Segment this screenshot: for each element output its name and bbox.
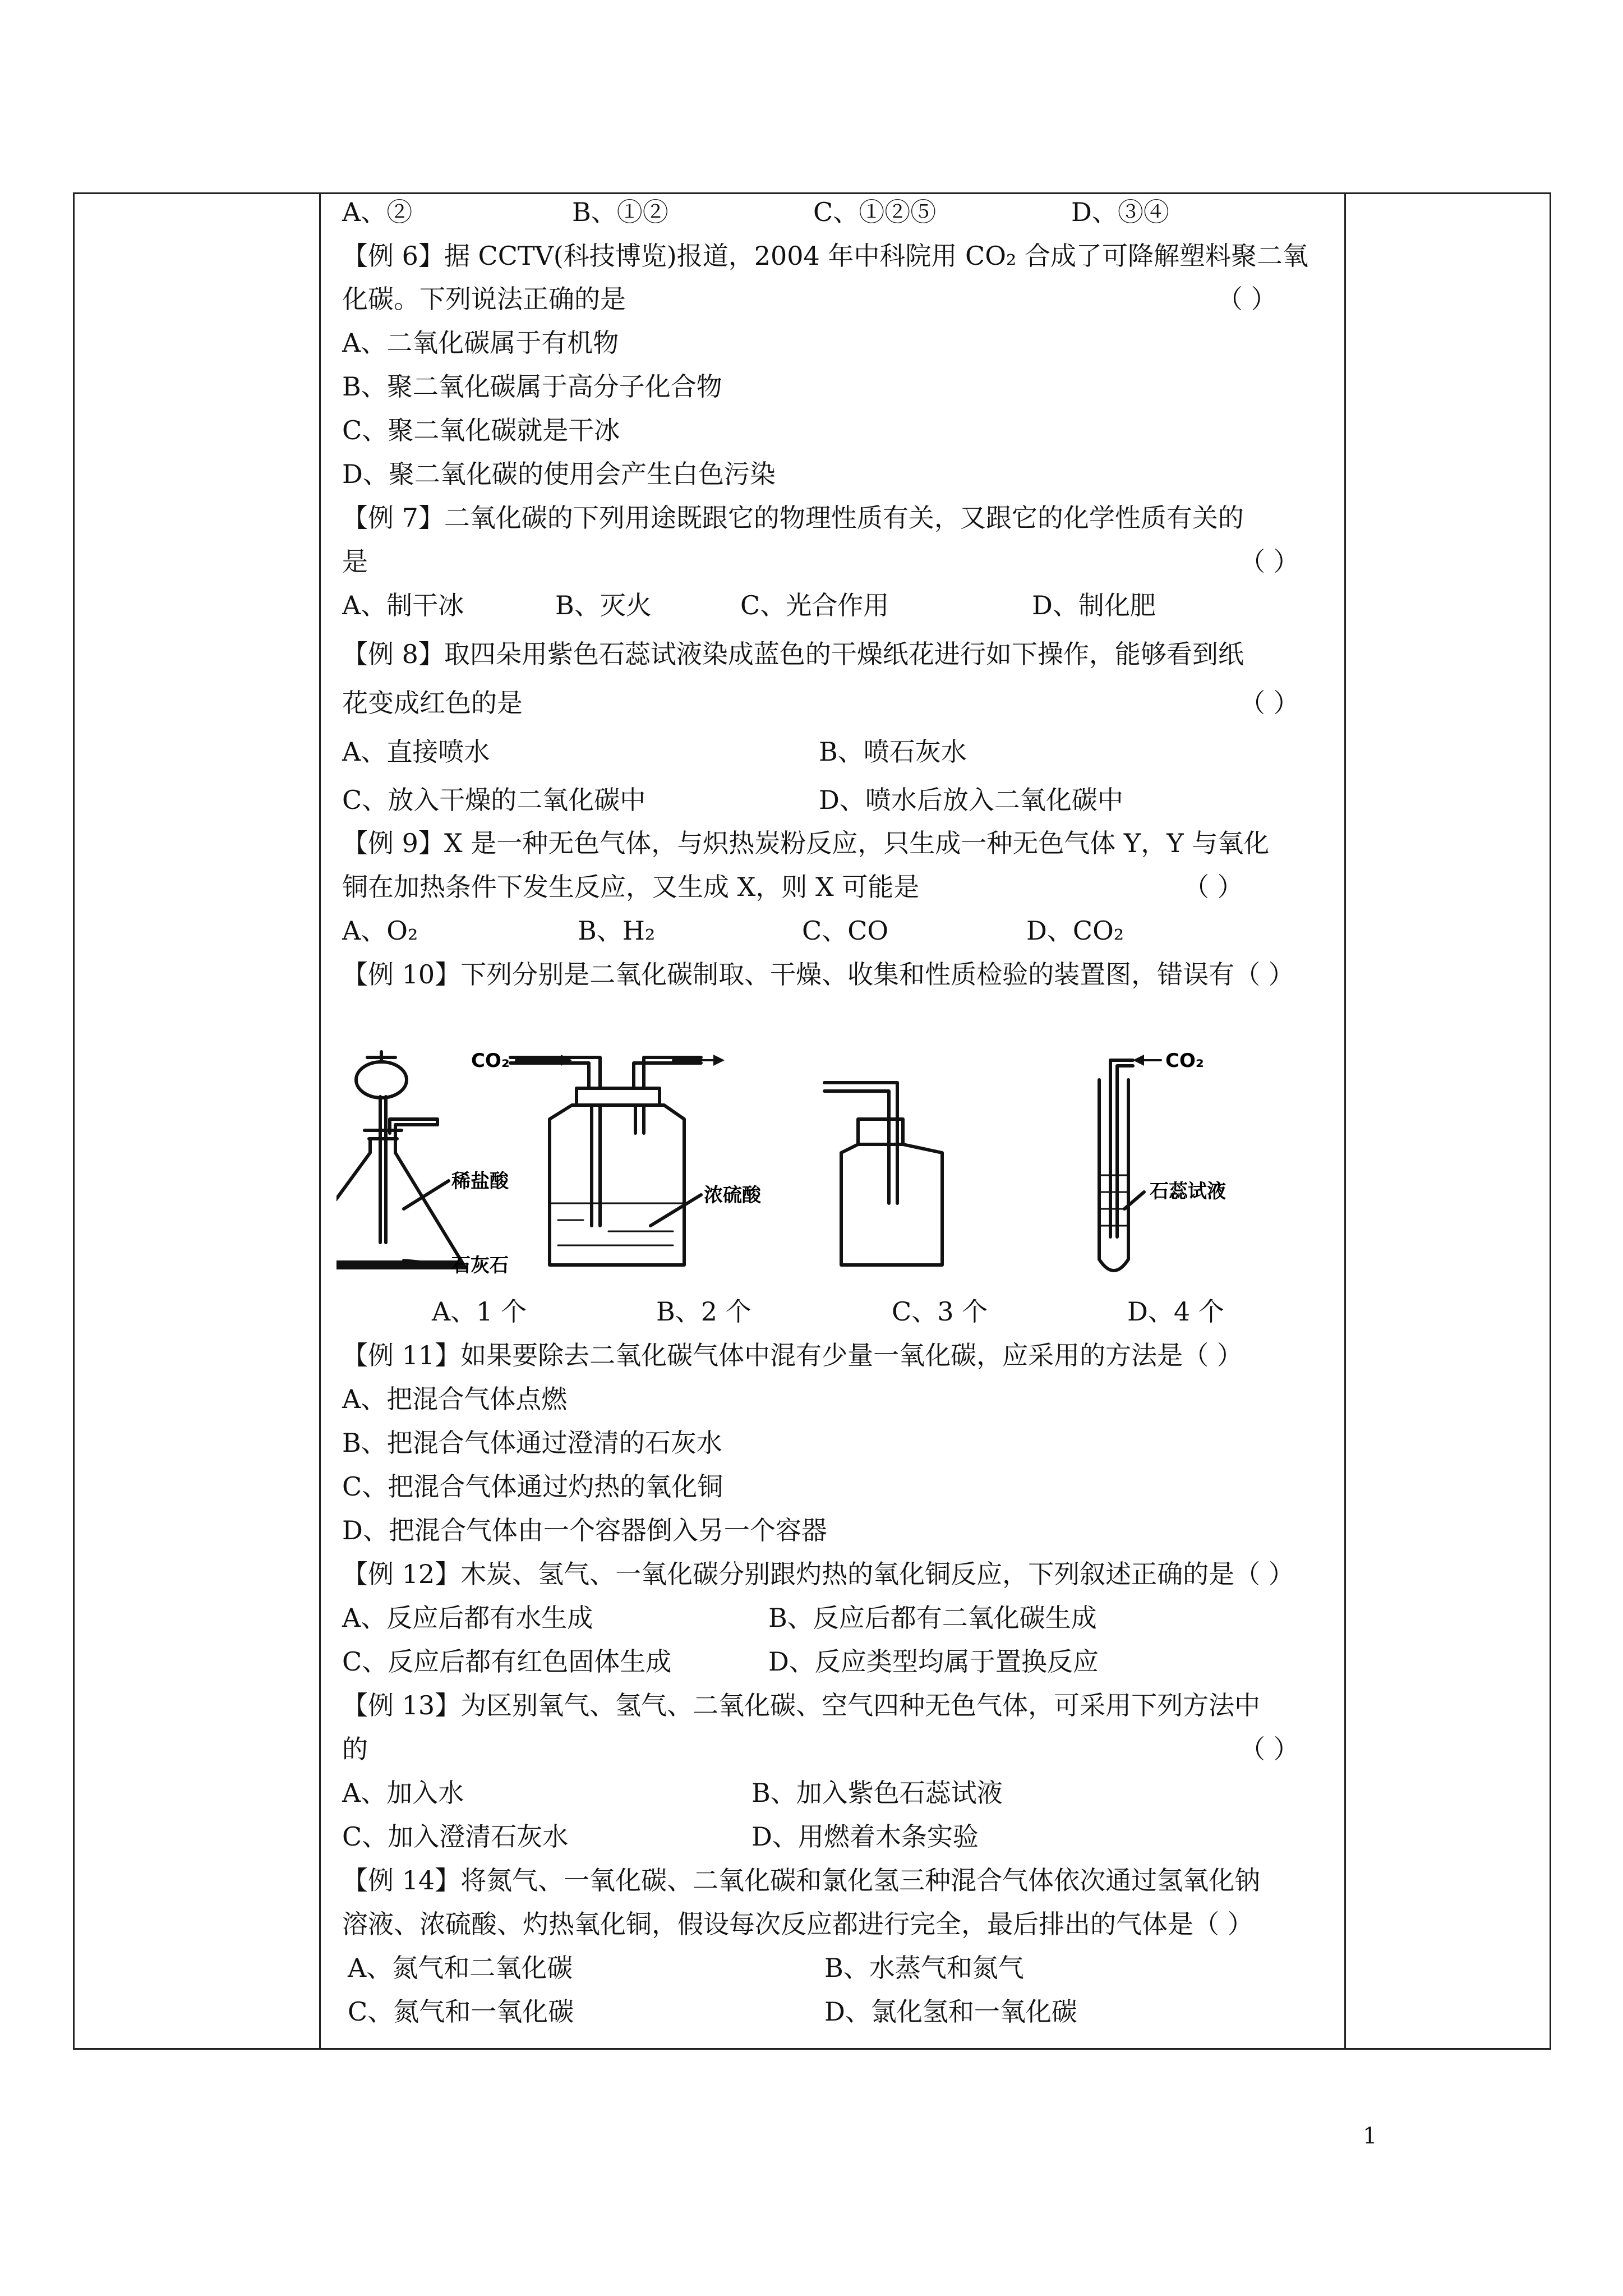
q10-apparatus-figure bbox=[336, 1041, 1346, 1287]
option-c: C、加入澄清石灰水 bbox=[342, 1821, 569, 1852]
option-d: D、用燃着木条实验 bbox=[751, 1821, 979, 1852]
q11-option-b: B、把混合气体通过澄清的石灰水 bbox=[342, 1428, 722, 1458]
q14-line2: 溶液、浓硫酸、灼热氧化铜，假设每次反应都进行完全，最后排出的气体是（ ） bbox=[342, 1909, 1253, 1939]
option-c: C、放入干燥的二氧化碳中 bbox=[342, 785, 646, 815]
label-conc-h2so4: 浓硫酸 bbox=[704, 1184, 761, 1207]
option-c: C、反应后都有红色固体生成 bbox=[342, 1646, 672, 1677]
option-d: D、反应类型均属于置换反应 bbox=[768, 1646, 1099, 1677]
option-d: D、CO₂ bbox=[1026, 915, 1124, 946]
q10-line1: 【例 10】下列分别是二氧化碳制取、干燥、收集和性质检验的装置图，错误有（ ） bbox=[342, 959, 1294, 990]
q11-option-c: C、把混合气体通过灼热的氧化铜 bbox=[342, 1471, 723, 1502]
q7-line1: 【例 7】二氧化碳的下列用途既跟它的物理性质有关，又跟它的化学性质有关的 bbox=[342, 503, 1244, 533]
q6-option-a: A、二氧化碳属于有机物 bbox=[342, 328, 619, 358]
q13-line2: 的 bbox=[342, 1734, 368, 1764]
option-d: D、制化肥 bbox=[1032, 590, 1156, 620]
q11-option-d: D、把混合气体由一个容器倒入另一个容器 bbox=[342, 1515, 827, 1545]
q14-line1: 【例 14】将氮气、一氧化碳、二氧化碳和氯化氢三种混合气体依次通过氢氧化钠 bbox=[342, 1865, 1261, 1895]
option-a: A、直接喷水 bbox=[342, 737, 490, 767]
option-b: B、H₂ bbox=[578, 915, 656, 946]
q8-line2: 花变成红色的是 bbox=[342, 688, 523, 718]
q6-answer-paren: （ ） bbox=[1217, 284, 1277, 314]
option-c: C、氮气和一氧化碳 bbox=[348, 1996, 574, 2027]
option-c: C、光合作用 bbox=[740, 590, 889, 620]
q6-option-b: B、聚二氧化碳属于高分子化合物 bbox=[342, 371, 722, 402]
option-b: B、①② bbox=[572, 197, 668, 227]
q11-option-a: A、把混合气体点燃 bbox=[342, 1384, 568, 1414]
option-c: C、①②⑤ bbox=[813, 197, 937, 227]
q6-option-c: C、聚二氧化碳就是干冰 bbox=[342, 415, 620, 445]
option-d: D、4 个 bbox=[1127, 1296, 1224, 1327]
option-c: C、3 个 bbox=[892, 1296, 988, 1327]
option-d: D、喷水后放入二氧化碳中 bbox=[819, 785, 1123, 815]
q6-line1: 【例 6】据 CCTV(科技博览)报道，2004 年中科院用 CO₂ 合成了可降解塑料聚二氧 bbox=[342, 241, 1308, 271]
q12-line1: 【例 12】木炭、氢气、一氧化碳分别跟灼热的氧化铜反应，下列叙述正确的是（ ） bbox=[342, 1559, 1294, 1589]
q8-line1: 【例 8】取四朵用紫色石蕊试液染成蓝色的干燥纸花进行如下操作，能够看到纸 bbox=[342, 639, 1244, 669]
wash-bottle-icon bbox=[510, 1055, 725, 1265]
option-b: B、2 个 bbox=[656, 1296, 751, 1327]
q6-option-d: D、聚二氧化碳的使用会产生白色污染 bbox=[342, 459, 776, 489]
option-d: D、③④ bbox=[1071, 197, 1169, 227]
table-divider-left bbox=[319, 194, 321, 2048]
q13-line1: 【例 13】为区别氧气、氢气、二氧化碳、空气四种无色气体，可采用下列方法中 bbox=[342, 1690, 1261, 1720]
option-b: B、反应后都有二氧化碳生成 bbox=[768, 1603, 1097, 1633]
q7-answer-paren: （ ） bbox=[1239, 546, 1299, 577]
option-d: D、氯化氢和一氧化碳 bbox=[824, 1996, 1077, 2027]
option-a: A、1 个 bbox=[432, 1296, 527, 1327]
test-tube-icon bbox=[1099, 1055, 1161, 1271]
option-a: A、制干冰 bbox=[342, 590, 464, 620]
option-a: A、氮气和二氧化碳 bbox=[348, 1953, 573, 1983]
label-co2-inlet: CO₂ bbox=[471, 1050, 510, 1072]
option-a: A、② bbox=[342, 197, 413, 227]
q9-line1: 【例 9】X 是一种无色气体，与炽热炭粉反应，只生成一种无色气体 Y，Y 与氧化 bbox=[342, 828, 1270, 858]
label-limestone: 石灰石 bbox=[451, 1254, 509, 1277]
q8-answer-paren: （ ） bbox=[1239, 688, 1299, 718]
q9-line2: 铜在加热条件下发生反应，又生成 X，则 X 可能是 bbox=[342, 872, 920, 902]
option-c: C、CO bbox=[802, 915, 889, 946]
page-number: 1 bbox=[1363, 2123, 1377, 2149]
option-a: A、反应后都有水生成 bbox=[342, 1603, 593, 1633]
flask-apparatus-icon bbox=[336, 1052, 465, 1268]
option-b: B、水蒸气和氮气 bbox=[824, 1953, 1024, 1983]
option-b: B、喷石灰水 bbox=[819, 737, 967, 767]
q7-line2: 是 bbox=[342, 546, 368, 577]
option-a: A、加入水 bbox=[342, 1778, 464, 1808]
q11-line1: 【例 11】如果要除去二氧化碳气体中混有少量一氧化碳，应采用的方法是（ ） bbox=[342, 1340, 1243, 1370]
q13-answer-paren: （ ） bbox=[1239, 1734, 1299, 1764]
option-a: A、O₂ bbox=[342, 915, 418, 946]
q6-line2: 化碳。下列说法正确的是 bbox=[342, 284, 626, 314]
label-co2-test: CO₂ bbox=[1165, 1050, 1204, 1072]
q9-answer-paren: （ ） bbox=[1183, 872, 1243, 902]
label-litmus: 石蕊试液 bbox=[1150, 1180, 1226, 1203]
collection-bottle-icon bbox=[824, 1083, 942, 1265]
option-b: B、加入紫色石蕊试液 bbox=[751, 1778, 1003, 1808]
option-b: B、灭火 bbox=[555, 590, 652, 620]
label-dilute-hcl: 稀盐酸 bbox=[451, 1170, 509, 1193]
